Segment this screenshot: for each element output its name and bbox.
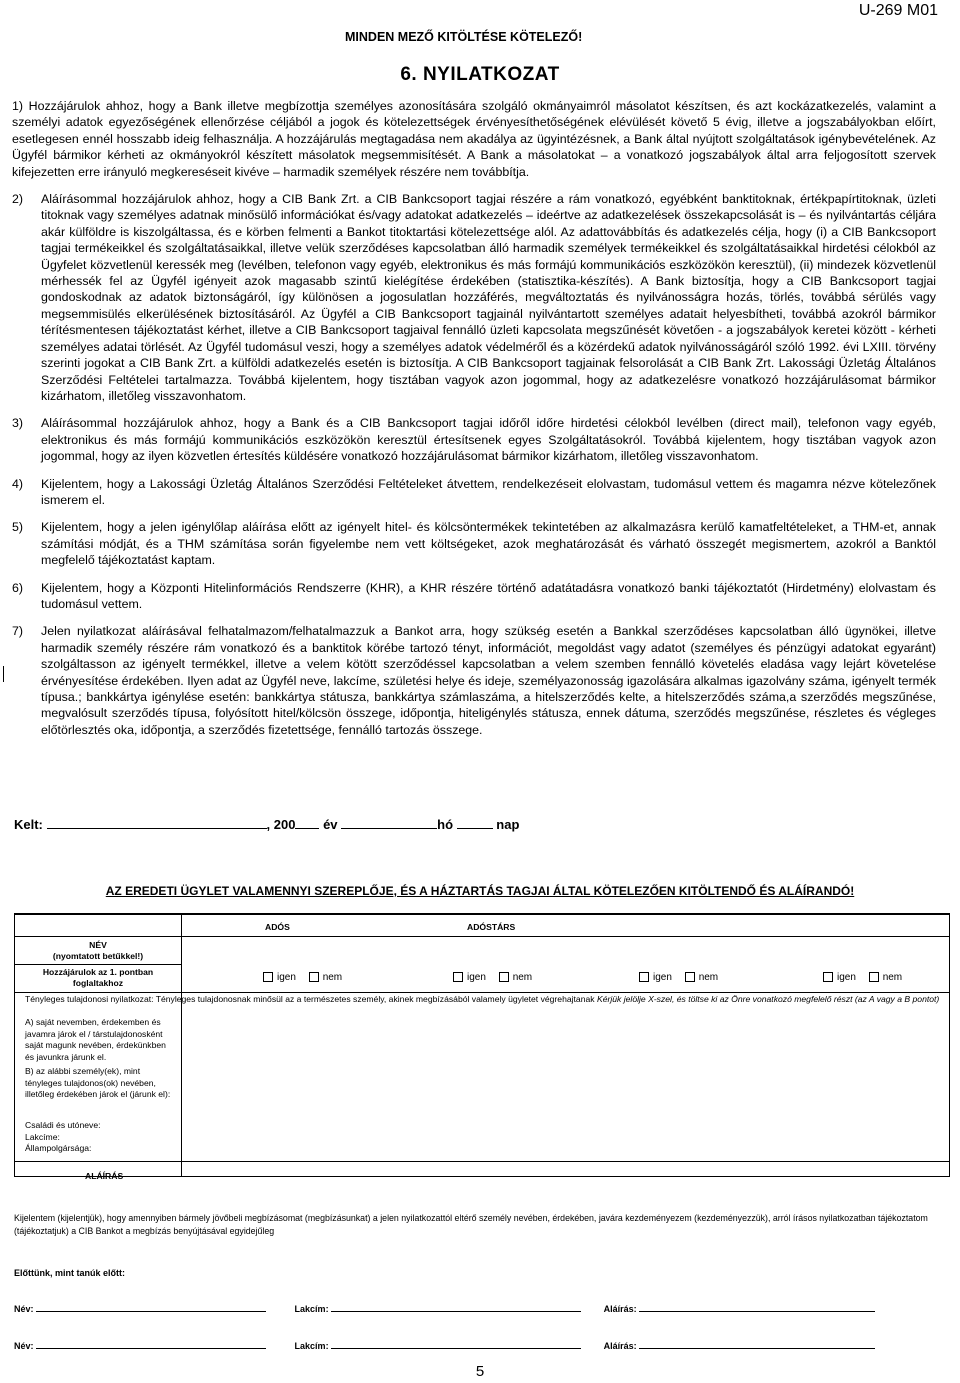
date-month-field[interactable] bbox=[341, 816, 437, 829]
item-5: 5) Kijelentem, hogy a jelen igénylőlap aláírása előtt az igényelt hitel- és kölcsöntermékek tekintetében az alkalmazásra kerülő kamatfeltételeket, a THM-et, annak számítási módját, és a THM számítása során figyelembe nem vett költségeket, azok meghatározását és várható összegét megismertem, azokról a Banktól megfelelő tájékoztatást kaptam. bbox=[12, 520, 936, 568]
consent-adostars-3: igen nem bbox=[823, 972, 902, 983]
form-code: U-269 M01 bbox=[858, 2, 938, 19]
consent-ados: igen nem bbox=[263, 972, 342, 983]
checkbox-no[interactable] bbox=[309, 972, 319, 982]
mandatory-notice: AZ EREDETI ÜGYLET VALAMENNYI SZEREPLŐJE, ÉS A HÁZTARTÁS TAGJAI ÁLTAL KÖTELEZŐEN KITÖLTENDŐ ÉS ALÁÍRANDÓ! bbox=[105, 884, 855, 898]
item-2: 2) Aláírásommal hozzájárulok ahhoz, hogy a CIB Bank Zrt. a CIB Bankcsoport tagjai részére a rám vonatkozó, egyébként banktitoknak, értékpapírtitoknak, üzleti titoknak vagy személyes adatnak minősülő információkat és/vagy adatokat adatkezelés – ideértve az adatkezelések összekapcsolását is – és nyilvántartás céljára akár külföldre is kiszolgáltassa, és e körben felmenti a Bankot titoktartási kötelezettsége alól. Az adattovábbítás és adatkezelés célja, hogy (i) a CIB Bankcsoport tagjai termékeikkel és szolgáltatásaikkal, illetve velük szerződéses kapcsolatban álló harmadik személyek termékeikkel és szolgáltatásaikkal hirdetési célokból az Ügyfelet közvetlenül keressék meg (levélben, telefonon vagy egyéb, elektronikus és más formájú kommunikációs eszközökön keresztül), (ii) mindezek közvetlenül mérhessék fel az Ügyfél igényeit azok magasabb szintű kielégítése érdekében (statisztika-készítés). A Bank biztosítja, hogy a CIB Bankcsoport tagjai gondoskodnak az adatok biztonságáról, így különösen a jogosulatlan hozzáférés, megváltoztatás és nyilvánosságra hozás, törlés, továbbá sérülés vagy megsemmisülés elkerülésének biztosításáról. Az Ügyfél a CIB Bankcsoport tagjainál nyilvántartott személyes adatait helyesbítheti, továbbá azokról bármikor térítésmentesen tájékoztatást kérhet, illetve a CIB Bankcsoport tagjaival fennálló üzleti kapcsolata megszűnését követően - a jogszabályok keretei között - kérheti személyes adatai törlését. Az Ügyfél tudomásul veszi, hogy a személyes adatok védelméről és a közérdekű adatok nyilvánosságáról szóló 1992. évi LXIII. törvény szerinti jogokat a CIB Bank Zrt. a külföldi adatkezelés esetén is biztosítja. A CIB Bankcsoport tagjainak felsorolását a CIB Bank Zrt. Lakossági Üzletág Általános Szerződési Feltételei tartalmazza. Továbbá kijelentem, hogy tisztában vagyok azon jogommal, hogy az adatkezelésre vonatkozó hozzájárulásomat bármikor kizárhatom, illetőleg visszavonhatom. bbox=[12, 192, 936, 403]
date-place-field[interactable] bbox=[47, 816, 267, 829]
row-sep bbox=[15, 992, 949, 993]
beneficial-owner-intro: Tényleges tulajdonosi nyilatkozat: Tényleges tulajdonosnak minősül az a természetes személy, akinek megbízásából valamely ügyletet végrehajtanak Kérjük jelölje X-szel, és töltse ki az Önre vonatkozó megfelelő részt (az A vagy a B pontot) bbox=[25, 994, 940, 1004]
checkbox-yes[interactable] bbox=[639, 972, 649, 982]
item-3: 3) Aláírásommal hozzájárulok ahhoz, hogy a Bank és a CIB Bankcsoport tagjai időről időre hirdetési célokból levélben (direct mail), telefonon vagy egyéb, elektronikus és más formájú kommunikációs eszközökön keresztül értesítsenek egyes Szolgáltatásokról. Továbbá kijelentem, hogy tisztában vagyok azon jogommal, hogy az ilyen közvetlen értesítés küldésére vonatkozó hozzájárulásomat bármikor kizárhatom, illetőleg visszavonhatom. bbox=[12, 416, 936, 464]
item-1: 1) Hozzájárulok ahhoz, hogy a Bank illetve megbízottja személyes azonosítására szolgáló okmányaimról másolatot készítsen, és azt kockázatkezelés, valamint a személyi adatok egyezőségének ellenőrzése céljából a jogok és kötelezettségek érvényesíthetőségének elévülését követő 5 évig, illetve a jogszabályokban előírt, esetlegesen ennél hosszabb ideig felhasználja. A hozzájárulás megtagadása nem akadálya az ügyintézésnek, a Bank által nyújtott szolgáltatások igénybevételének. Az Ügyfél bármikor kérheti az okmányokról készített másolatok megsemmisítését. A Bank a másolatokat – a vonatkozó jogszabályok által arra feljogosított szervek kifejezetten erre irányuló megkereséseit kivéve – harmadik személyek részére nem továbbítja. bbox=[12, 99, 936, 179]
name-label: NÉV (nyomtatott betűkkel!) bbox=[52, 940, 144, 961]
page-number: 5 bbox=[475, 1363, 485, 1380]
row-sep bbox=[15, 914, 949, 915]
witness-row-2: Név: Lakcím: Aláírás: bbox=[14, 1339, 875, 1351]
participants-table bbox=[14, 913, 950, 1181]
checkbox-yes[interactable] bbox=[263, 972, 273, 982]
row-sep bbox=[15, 936, 949, 937]
checkbox-yes[interactable] bbox=[823, 972, 833, 982]
item-6: 6) Kijelentem, hogy a Központi Hitelinformációs Rendszerre (KHR), a KHR részére történő adatátadásra vonatkozó banki tájékoztatót (Hirdetmény) elolvastam és tudomásul vettem. bbox=[12, 580, 936, 611]
checkbox-no[interactable] bbox=[869, 972, 879, 982]
future-orders-declaration: Kijelentem (kijelentjük), hogy amennyiben bármely jövőbeli megbízásomat (megbízásunkat) a jelen nyilatkozattól eltérő személy nevében, érdekében, javára kezdeményezem (kezdeményezzük), arról írásos nyilatkozatban tájékoztatom (tájékoztatjuk) a CIB Bankot a megbízás benyújtásával egyidejűleg bbox=[14, 1213, 928, 1236]
checkbox-no[interactable] bbox=[499, 972, 509, 982]
item-7: 7) Jelen nyilatkozat aláírásával felhatalmazom/felhatalmazzuk a Bankot arra, hogy szükség esetén a Bankkal szerződéses kapcsolatban álló ügynökei, illetve harmadik személy részére rám vonatkozó és a banktitok körébe tartozó tényt, információt, megoldást vagy adatot (személyes és pénzügyi adatokat egyaránt) szolgáltasson az igényelt termékkel, illetve a velem kötött szerződéssel kapcsolatban a velem szemben fennálló követelés eladása vagy lejárt követelése érvényesítése érdekében. Ilyen adat az Ügyfél neve, lakcíme, születési helye és ideje, személyazonosság igazolására alkalmas igazolvány száma, igényelt termék típusa.; bankkártya igénylése esetén: bankkártya státusza, bankkártya számlaszáma, a hitelszerződés kelte, a hitelszerződés száma,a szerződés megszűnése, megvalósult szerződés típusa, folyósított hitel/kölcsön összege, időpontja, hiteligénylés státusza, ennek dátuma, szerződés megszűnése, részletes és végleges előtörlesztés oka, időpontja, a szerződés fizetettsége, fennálló tartozás összege. bbox=[12, 624, 936, 737]
page-title: 6. NYILATKOZAT bbox=[400, 64, 560, 85]
witness-address-field[interactable] bbox=[331, 1302, 581, 1312]
witness-signature-field[interactable] bbox=[639, 1302, 875, 1312]
declaration-items bbox=[12, 98, 936, 749]
item-4: 4) Kijelentem, hogy a Lakossági Üzletág Általános Szerződési Feltételeket átvettem, rendelkezéseit elolvastam, tudomásul vettem és magamra nézve kötelezőnek ismerem el. bbox=[12, 476, 936, 507]
row-sep bbox=[15, 964, 181, 965]
witness-row-1: Név: Lakcím: Aláírás: bbox=[14, 1302, 875, 1314]
witness-address-field[interactable] bbox=[331, 1339, 581, 1349]
date-day-field[interactable] bbox=[457, 816, 493, 829]
witness-name-field[interactable] bbox=[36, 1339, 266, 1349]
signature-label: ALÁÍRÁS bbox=[85, 1171, 124, 1181]
checkbox-yes[interactable] bbox=[453, 972, 463, 982]
col-ados: ADÓS bbox=[265, 922, 290, 932]
date-year-field[interactable] bbox=[295, 816, 319, 829]
consent-adostars-1: igen nem bbox=[453, 972, 532, 983]
witness-signature-field[interactable] bbox=[639, 1339, 875, 1349]
owner-details: Családi és utóneve: Lakcíme: Állampolgársága: bbox=[25, 1120, 101, 1153]
consent-adostars-2: igen nem bbox=[639, 972, 718, 983]
margin-mark bbox=[3, 666, 4, 682]
row-sep bbox=[15, 1161, 949, 1162]
col-sep bbox=[181, 914, 182, 992]
option-b: B) az alábbi személy(ek), mint tényleges tulajdonos(ok) nevében, illetőleg érdekében járok el (járunk el): bbox=[25, 1066, 171, 1099]
option-a: A) saját nevemben, érdekemben és javamra járok el / társtulajdonosként saját magunk nevében, érdekünkben és javunkra járunk el. bbox=[25, 1017, 166, 1062]
col-sep bbox=[181, 992, 182, 1176]
col-adostars: ADÓSTÁRS bbox=[467, 922, 516, 932]
consent-label: Hozzájárulok az 1. pontban foglaltakhoz bbox=[42, 967, 154, 988]
date-line: Kelt: , 200 év hó nap bbox=[14, 817, 520, 832]
checkbox-no[interactable] bbox=[685, 972, 695, 982]
witness-name-field[interactable] bbox=[36, 1302, 266, 1312]
required-notice: MINDEN MEZŐ KITÖLTÉSE KÖTELEZŐ! bbox=[345, 30, 583, 44]
witnesses-intro: Előttünk, mint tanúk előtt: bbox=[14, 1268, 125, 1278]
